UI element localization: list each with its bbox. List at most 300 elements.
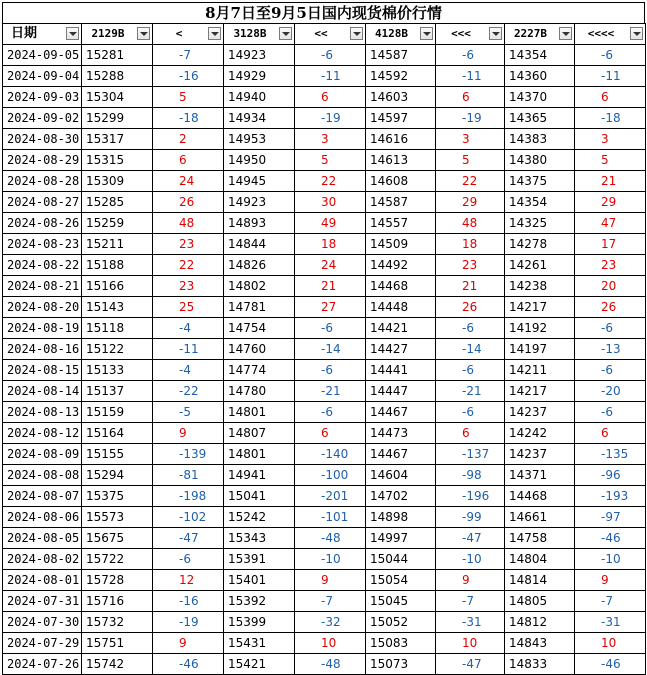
price-3128b-cell[interactable]: 15391 — [224, 549, 295, 570]
price-2129b-cell[interactable]: 15155 — [82, 444, 153, 465]
date-cell[interactable]: 2024-08-15 — [3, 360, 82, 381]
date-cell[interactable]: 2024-08-14 — [3, 381, 82, 402]
price-2129b-cell[interactable]: 15299 — [82, 108, 153, 129]
price-2129b-cell[interactable]: 15728 — [82, 570, 153, 591]
change-2129b-cell[interactable]: 2 — [153, 129, 224, 150]
price-2227b-cell[interactable]: 14192 — [505, 318, 575, 339]
change-2227b-cell[interactable]: -13 — [575, 339, 646, 360]
change-4128b-cell[interactable]: 21 — [436, 276, 505, 297]
price-4128b-cell[interactable]: 14604 — [366, 465, 436, 486]
change-4128b-cell[interactable]: -14 — [436, 339, 505, 360]
price-3128b-cell[interactable]: 15392 — [224, 591, 295, 612]
price-2227b-cell[interactable]: 14370 — [505, 87, 575, 108]
change-4128b-cell[interactable]: -98 — [436, 465, 505, 486]
change-2227b-cell[interactable]: -11 — [575, 66, 646, 87]
price-3128b-cell[interactable]: 14826 — [224, 255, 295, 276]
price-4128b-cell[interactable]: 15073 — [366, 654, 436, 675]
change-2227b-cell[interactable]: -97 — [575, 507, 646, 528]
filter-dropdown-icon[interactable] — [489, 27, 502, 40]
price-4128b-cell[interactable]: 14441 — [366, 360, 436, 381]
price-4128b-cell[interactable]: 14587 — [366, 192, 436, 213]
price-4128b-cell[interactable]: 14608 — [366, 171, 436, 192]
price-4128b-cell[interactable]: 15054 — [366, 570, 436, 591]
change-4128b-cell[interactable]: 3 — [436, 129, 505, 150]
change-3128b-cell[interactable]: 9 — [295, 570, 366, 591]
price-2227b-cell[interactable]: 14833 — [505, 654, 575, 675]
change-2129b-cell[interactable]: 26 — [153, 192, 224, 213]
date-cell[interactable]: 2024-08-08 — [3, 465, 82, 486]
price-2227b-cell[interactable]: 14812 — [505, 612, 575, 633]
price-2129b-cell[interactable]: 15259 — [82, 213, 153, 234]
change-2129b-cell[interactable]: -198 — [153, 486, 224, 507]
change-2227b-cell[interactable]: -10 — [575, 549, 646, 570]
change-4128b-cell[interactable]: 29 — [436, 192, 505, 213]
change-2129b-cell[interactable]: -11 — [153, 339, 224, 360]
change-2129b-cell[interactable]: 5 — [153, 87, 224, 108]
date-cell[interactable]: 2024-07-29 — [3, 633, 82, 654]
price-3128b-cell[interactable]: 14802 — [224, 276, 295, 297]
price-2227b-cell[interactable]: 14238 — [505, 276, 575, 297]
change-2129b-cell[interactable]: -19 — [153, 612, 224, 633]
price-4128b-cell[interactable]: 14467 — [366, 402, 436, 423]
price-2129b-cell[interactable]: 15281 — [82, 45, 153, 66]
price-2129b-cell[interactable]: 15675 — [82, 528, 153, 549]
table-row — [3, 612, 646, 633]
table-row — [3, 549, 646, 570]
change-2227b-cell[interactable]: -6 — [575, 318, 646, 339]
change-2227b-cell[interactable]: 26 — [575, 297, 646, 318]
price-4128b-cell[interactable]: 14898 — [366, 507, 436, 528]
header-change-1 — [153, 24, 224, 45]
table-row — [3, 507, 646, 528]
price-4128b-cell[interactable]: 14427 — [366, 339, 436, 360]
price-4128b-cell[interactable]: 14473 — [366, 423, 436, 444]
table-row — [3, 213, 646, 234]
price-2227b-cell[interactable]: 14468 — [505, 486, 575, 507]
price-2129b-cell[interactable]: 15159 — [82, 402, 153, 423]
change-3128b-cell[interactable]: -6 — [295, 318, 366, 339]
change-3128b-cell[interactable]: -19 — [295, 108, 366, 129]
price-2129b-cell[interactable]: 15288 — [82, 66, 153, 87]
price-2129b-cell[interactable]: 15751 — [82, 633, 153, 654]
date-cell[interactable]: 2024-08-20 — [3, 297, 82, 318]
change-2227b-cell[interactable]: 9 — [575, 570, 646, 591]
price-2129b-cell[interactable]: 15133 — [82, 360, 153, 381]
price-2227b-cell[interactable]: 14375 — [505, 171, 575, 192]
date-cell[interactable]: 2024-08-02 — [3, 549, 82, 570]
change-2129b-cell[interactable]: -16 — [153, 591, 224, 612]
change-2129b-cell[interactable]: -46 — [153, 654, 224, 675]
date-cell[interactable]: 2024-08-05 — [3, 528, 82, 549]
change-2129b-cell[interactable]: 12 — [153, 570, 224, 591]
filter-dropdown-icon[interactable] — [350, 27, 363, 40]
price-table — [2, 23, 646, 675]
change-2227b-cell[interactable]: -96 — [575, 465, 646, 486]
price-2129b-cell[interactable]: 15285 — [82, 192, 153, 213]
price-2129b-cell[interactable]: 15143 — [82, 297, 153, 318]
date-cell[interactable]: 2024-08-30 — [3, 129, 82, 150]
date-cell[interactable]: 2024-08-06 — [3, 507, 82, 528]
price-4128b-cell[interactable]: 14597 — [366, 108, 436, 129]
table-row — [3, 528, 646, 549]
price-3128b-cell[interactable]: 14760 — [224, 339, 295, 360]
price-2227b-cell[interactable]: 14354 — [505, 192, 575, 213]
change-4128b-cell[interactable]: -6 — [436, 360, 505, 381]
date-cell[interactable]: 2024-08-23 — [3, 234, 82, 255]
price-4128b-cell[interactable]: 14702 — [366, 486, 436, 507]
price-3128b-cell[interactable]: 14807 — [224, 423, 295, 444]
change-2227b-cell[interactable]: -18 — [575, 108, 646, 129]
change-2227b-cell[interactable]: 5 — [575, 150, 646, 171]
change-2227b-cell[interactable]: -135 — [575, 444, 646, 465]
price-3128b-cell[interactable]: 14941 — [224, 465, 295, 486]
price-2129b-cell[interactable]: 15118 — [82, 318, 153, 339]
price-4128b-cell[interactable]: 15083 — [366, 633, 436, 654]
change-4128b-cell[interactable]: -6 — [436, 318, 505, 339]
change-3128b-cell[interactable]: 18 — [295, 234, 366, 255]
change-4128b-cell[interactable]: -47 — [436, 528, 505, 549]
change-3128b-cell[interactable]: -6 — [295, 402, 366, 423]
change-2129b-cell[interactable]: -47 — [153, 528, 224, 549]
date-cell[interactable]: 2024-09-04 — [3, 66, 82, 87]
price-2129b-cell[interactable]: 15304 — [82, 87, 153, 108]
change-3128b-cell[interactable]: 24 — [295, 255, 366, 276]
change-2129b-cell[interactable]: 9 — [153, 423, 224, 444]
price-3128b-cell[interactable]: 14754 — [224, 318, 295, 339]
price-2227b-cell[interactable]: 14354 — [505, 45, 575, 66]
change-4128b-cell[interactable]: 26 — [436, 297, 505, 318]
change-2227b-cell[interactable]: 6 — [575, 423, 646, 444]
price-2129b-cell[interactable]: 15294 — [82, 465, 153, 486]
table-row — [3, 402, 646, 423]
change-4128b-cell[interactable]: 10 — [436, 633, 505, 654]
change-2129b-cell[interactable]: -4 — [153, 360, 224, 381]
change-2227b-cell[interactable]: 21 — [575, 171, 646, 192]
price-3128b-cell[interactable]: 15401 — [224, 570, 295, 591]
price-2227b-cell[interactable]: 14804 — [505, 549, 575, 570]
change-2129b-cell[interactable]: 6 — [153, 150, 224, 171]
date-cell[interactable]: 2024-08-21 — [3, 276, 82, 297]
price-2227b-cell[interactable]: 14325 — [505, 213, 575, 234]
change-3128b-cell[interactable]: 10 — [295, 633, 366, 654]
change-4128b-cell[interactable]: -47 — [436, 654, 505, 675]
change-4128b-cell[interactable]: -10 — [436, 549, 505, 570]
table-row — [3, 171, 646, 192]
change-2129b-cell[interactable]: 23 — [153, 234, 224, 255]
price-3128b-cell[interactable]: 14929 — [224, 66, 295, 87]
change-2129b-cell[interactable]: -5 — [153, 402, 224, 423]
filter-dropdown-icon[interactable] — [279, 27, 292, 40]
price-2227b-cell[interactable]: 14211 — [505, 360, 575, 381]
table-row — [3, 339, 646, 360]
price-2129b-cell[interactable]: 15732 — [82, 612, 153, 633]
price-3128b-cell[interactable]: 14780 — [224, 381, 295, 402]
price-2129b-cell[interactable]: 15315 — [82, 150, 153, 171]
date-cell[interactable]: 2024-09-03 — [3, 87, 82, 108]
price-4128b-cell[interactable]: 14448 — [366, 297, 436, 318]
date-cell[interactable]: 2024-08-09 — [3, 444, 82, 465]
change-3128b-cell[interactable]: -32 — [295, 612, 366, 633]
change-3128b-cell[interactable]: -11 — [295, 66, 366, 87]
change-2129b-cell[interactable]: -6 — [153, 549, 224, 570]
date-cell[interactable]: 2024-08-13 — [3, 402, 82, 423]
change-4128b-cell[interactable]: 23 — [436, 255, 505, 276]
change-4128b-cell[interactable]: -11 — [436, 66, 505, 87]
change-3128b-cell[interactable]: 22 — [295, 171, 366, 192]
change-2129b-cell[interactable]: 22 — [153, 255, 224, 276]
table-row — [3, 486, 646, 507]
change-2227b-cell[interactable]: -6 — [575, 45, 646, 66]
price-2129b-cell[interactable]: 15742 — [82, 654, 153, 675]
change-2227b-cell[interactable]: -46 — [575, 528, 646, 549]
change-2227b-cell[interactable]: -20 — [575, 381, 646, 402]
change-2129b-cell[interactable]: -102 — [153, 507, 224, 528]
date-cell[interactable]: 2024-08-07 — [3, 486, 82, 507]
change-2227b-cell[interactable]: 6 — [575, 87, 646, 108]
price-3128b-cell[interactable]: 14934 — [224, 108, 295, 129]
price-4128b-cell[interactable]: 14467 — [366, 444, 436, 465]
price-2227b-cell[interactable]: 14261 — [505, 255, 575, 276]
change-2129b-cell[interactable]: 9 — [153, 633, 224, 654]
change-2129b-cell[interactable]: -139 — [153, 444, 224, 465]
price-4128b-cell[interactable]: 14509 — [366, 234, 436, 255]
change-4128b-cell[interactable]: -31 — [436, 612, 505, 633]
price-3128b-cell[interactable]: 15431 — [224, 633, 295, 654]
date-cell[interactable]: 2024-08-29 — [3, 150, 82, 171]
change-3128b-cell[interactable]: -201 — [295, 486, 366, 507]
change-2227b-cell[interactable]: -193 — [575, 486, 646, 507]
price-2227b-cell[interactable]: 14383 — [505, 129, 575, 150]
change-2129b-cell[interactable]: 25 — [153, 297, 224, 318]
change-4128b-cell[interactable]: -6 — [436, 45, 505, 66]
price-3128b-cell[interactable]: 14950 — [224, 150, 295, 171]
change-3128b-cell[interactable]: -10 — [295, 549, 366, 570]
change-4128b-cell[interactable]: -7 — [436, 591, 505, 612]
price-3128b-cell[interactable]: 14945 — [224, 171, 295, 192]
price-2129b-cell[interactable]: 15317 — [82, 129, 153, 150]
price-3128b-cell[interactable]: 14774 — [224, 360, 295, 381]
change-2129b-cell[interactable]: 24 — [153, 171, 224, 192]
price-2129b-cell[interactable]: 15309 — [82, 171, 153, 192]
change-3128b-cell[interactable]: -21 — [295, 381, 366, 402]
price-4128b-cell[interactable]: 14492 — [366, 255, 436, 276]
change-2227b-cell[interactable]: 17 — [575, 234, 646, 255]
change-2227b-cell[interactable]: 3 — [575, 129, 646, 150]
price-4128b-cell[interactable]: 14447 — [366, 381, 436, 402]
date-cell[interactable]: 2024-08-27 — [3, 192, 82, 213]
change-2129b-cell[interactable]: -16 — [153, 66, 224, 87]
change-4128b-cell[interactable]: -21 — [436, 381, 505, 402]
change-2129b-cell[interactable]: 23 — [153, 276, 224, 297]
change-2227b-cell[interactable]: -7 — [575, 591, 646, 612]
change-4128b-cell[interactable]: 5 — [436, 150, 505, 171]
change-4128b-cell[interactable]: -196 — [436, 486, 505, 507]
table-row — [3, 633, 646, 654]
price-3128b-cell[interactable]: 15242 — [224, 507, 295, 528]
price-2129b-cell[interactable]: 15164 — [82, 423, 153, 444]
change-2129b-cell[interactable]: -22 — [153, 381, 224, 402]
table-row — [3, 465, 646, 486]
change-3128b-cell[interactable]: 49 — [295, 213, 366, 234]
price-2227b-cell[interactable]: 14758 — [505, 528, 575, 549]
price-2227b-cell[interactable]: 14814 — [505, 570, 575, 591]
change-2227b-cell[interactable]: 23 — [575, 255, 646, 276]
change-2129b-cell[interactable]: -4 — [153, 318, 224, 339]
change-3128b-cell[interactable]: -6 — [295, 360, 366, 381]
change-3128b-cell[interactable]: 30 — [295, 192, 366, 213]
date-cell[interactable]: 2024-07-31 — [3, 591, 82, 612]
change-4128b-cell[interactable]: -137 — [436, 444, 505, 465]
change-2227b-cell[interactable]: -46 — [575, 654, 646, 675]
price-4128b-cell[interactable]: 14616 — [366, 129, 436, 150]
price-4128b-cell[interactable]: 14421 — [366, 318, 436, 339]
header-2129b — [82, 24, 153, 45]
price-3128b-cell[interactable]: 14781 — [224, 297, 295, 318]
change-3128b-cell[interactable]: 21 — [295, 276, 366, 297]
change-2227b-cell[interactable]: -31 — [575, 612, 646, 633]
change-4128b-cell[interactable]: 18 — [436, 234, 505, 255]
date-cell[interactable]: 2024-07-30 — [3, 612, 82, 633]
price-2129b-cell[interactable]: 15211 — [82, 234, 153, 255]
price-2227b-cell[interactable]: 14661 — [505, 507, 575, 528]
date-cell[interactable]: 2024-08-28 — [3, 171, 82, 192]
price-4128b-cell[interactable]: 14587 — [366, 45, 436, 66]
price-3128b-cell[interactable]: 14893 — [224, 213, 295, 234]
price-2129b-cell[interactable]: 15122 — [82, 339, 153, 360]
change-2227b-cell[interactable]: 10 — [575, 633, 646, 654]
header-label: << — [314, 27, 328, 40]
price-4128b-cell[interactable]: 14557 — [366, 213, 436, 234]
price-4128b-cell[interactable]: 14592 — [366, 66, 436, 87]
table-row — [3, 150, 646, 171]
price-2227b-cell[interactable]: 14380 — [505, 150, 575, 171]
price-2129b-cell[interactable]: 15375 — [82, 486, 153, 507]
filter-dropdown-icon[interactable] — [630, 27, 643, 40]
filter-dropdown-icon[interactable] — [420, 27, 433, 40]
change-2227b-cell[interactable]: -6 — [575, 402, 646, 423]
price-2129b-cell[interactable]: 15188 — [82, 255, 153, 276]
change-2129b-cell[interactable]: 48 — [153, 213, 224, 234]
price-4128b-cell[interactable]: 15045 — [366, 591, 436, 612]
change-3128b-cell[interactable]: 6 — [295, 87, 366, 108]
date-cell[interactable]: 2024-09-02 — [3, 108, 82, 129]
change-4128b-cell[interactable]: 9 — [436, 570, 505, 591]
price-2129b-cell[interactable]: 15716 — [82, 591, 153, 612]
price-2129b-cell[interactable]: 15137 — [82, 381, 153, 402]
price-2227b-cell[interactable]: 14805 — [505, 591, 575, 612]
price-4128b-cell[interactable]: 15052 — [366, 612, 436, 633]
price-3128b-cell[interactable]: 14953 — [224, 129, 295, 150]
change-3128b-cell[interactable]: -48 — [295, 528, 366, 549]
price-3128b-cell[interactable]: 14801 — [224, 444, 295, 465]
change-2129b-cell[interactable]: -7 — [153, 45, 224, 66]
date-cell[interactable]: 2024-09-05 — [3, 45, 82, 66]
price-2227b-cell[interactable]: 14237 — [505, 444, 575, 465]
header-change-4 — [575, 24, 646, 45]
price-4128b-cell[interactable]: 14468 — [366, 276, 436, 297]
change-3128b-cell[interactable]: -48 — [295, 654, 366, 675]
price-2227b-cell[interactable]: 14278 — [505, 234, 575, 255]
date-cell[interactable]: 2024-08-19 — [3, 318, 82, 339]
date-cell[interactable]: 2024-08-26 — [3, 213, 82, 234]
change-4128b-cell[interactable]: -6 — [436, 402, 505, 423]
change-4128b-cell[interactable]: 48 — [436, 213, 505, 234]
change-3128b-cell[interactable]: 6 — [295, 423, 366, 444]
change-3128b-cell[interactable]: -7 — [295, 591, 366, 612]
change-3128b-cell[interactable]: -100 — [295, 465, 366, 486]
header-row — [3, 24, 646, 45]
price-2227b-cell[interactable]: 14371 — [505, 465, 575, 486]
price-3128b-cell[interactable]: 15399 — [224, 612, 295, 633]
price-4128b-cell[interactable]: 14997 — [366, 528, 436, 549]
price-2129b-cell[interactable]: 15722 — [82, 549, 153, 570]
change-3128b-cell[interactable]: 5 — [295, 150, 366, 171]
date-cell[interactable]: 2024-08-22 — [3, 255, 82, 276]
change-2227b-cell[interactable]: 47 — [575, 213, 646, 234]
change-3128b-cell[interactable]: -101 — [295, 507, 366, 528]
filter-dropdown-icon[interactable] — [208, 27, 221, 40]
change-2129b-cell[interactable]: -18 — [153, 108, 224, 129]
price-2227b-cell[interactable]: 14197 — [505, 339, 575, 360]
change-2129b-cell[interactable]: -81 — [153, 465, 224, 486]
change-2227b-cell[interactable]: 20 — [575, 276, 646, 297]
change-4128b-cell[interactable]: 6 — [436, 87, 505, 108]
price-4128b-cell[interactable]: 15044 — [366, 549, 436, 570]
change-3128b-cell[interactable]: 3 — [295, 129, 366, 150]
price-3128b-cell[interactable]: 14844 — [224, 234, 295, 255]
price-3128b-cell[interactable]: 15041 — [224, 486, 295, 507]
price-2227b-cell[interactable]: 14360 — [505, 66, 575, 87]
table-row — [3, 381, 646, 402]
price-3128b-cell[interactable]: 14801 — [224, 402, 295, 423]
price-4128b-cell[interactable]: 14613 — [366, 150, 436, 171]
price-2129b-cell[interactable]: 15573 — [82, 507, 153, 528]
price-2227b-cell[interactable]: 14242 — [505, 423, 575, 444]
change-3128b-cell[interactable]: 27 — [295, 297, 366, 318]
price-3128b-cell[interactable]: 15421 — [224, 654, 295, 675]
date-cell[interactable]: 2024-07-26 — [3, 654, 82, 675]
sheet-title: 8月7日至9月5日国内现货棉价行情 — [2, 2, 645, 23]
change-3128b-cell[interactable]: -14 — [295, 339, 366, 360]
filter-dropdown-icon[interactable] — [559, 27, 572, 40]
change-3128b-cell[interactable]: -140 — [295, 444, 366, 465]
price-3128b-cell[interactable]: 14923 — [224, 45, 295, 66]
filter-dropdown-icon[interactable] — [137, 27, 150, 40]
price-2227b-cell[interactable]: 14217 — [505, 297, 575, 318]
date-cell[interactable]: 2024-08-16 — [3, 339, 82, 360]
change-2227b-cell[interactable]: 29 — [575, 192, 646, 213]
change-2227b-cell[interactable]: -6 — [575, 360, 646, 381]
price-3128b-cell[interactable]: 15343 — [224, 528, 295, 549]
date-cell[interactable]: 2024-08-12 — [3, 423, 82, 444]
price-4128b-cell[interactable]: 14603 — [366, 87, 436, 108]
price-2227b-cell[interactable]: 14237 — [505, 402, 575, 423]
change-4128b-cell[interactable]: 22 — [436, 171, 505, 192]
change-3128b-cell[interactable]: -6 — [295, 45, 366, 66]
price-2129b-cell[interactable]: 15166 — [82, 276, 153, 297]
filter-dropdown-icon[interactable] — [66, 27, 79, 40]
change-4128b-cell[interactable]: -19 — [436, 108, 505, 129]
change-4128b-cell[interactable]: 6 — [436, 423, 505, 444]
price-2227b-cell[interactable]: 14365 — [505, 108, 575, 129]
price-2227b-cell[interactable]: 14843 — [505, 633, 575, 654]
price-2227b-cell[interactable]: 14217 — [505, 381, 575, 402]
price-3128b-cell[interactable]: 14923 — [224, 192, 295, 213]
price-3128b-cell[interactable]: 14940 — [224, 87, 295, 108]
change-4128b-cell[interactable]: -99 — [436, 507, 505, 528]
table-row — [3, 87, 646, 108]
date-cell[interactable]: 2024-08-01 — [3, 570, 82, 591]
